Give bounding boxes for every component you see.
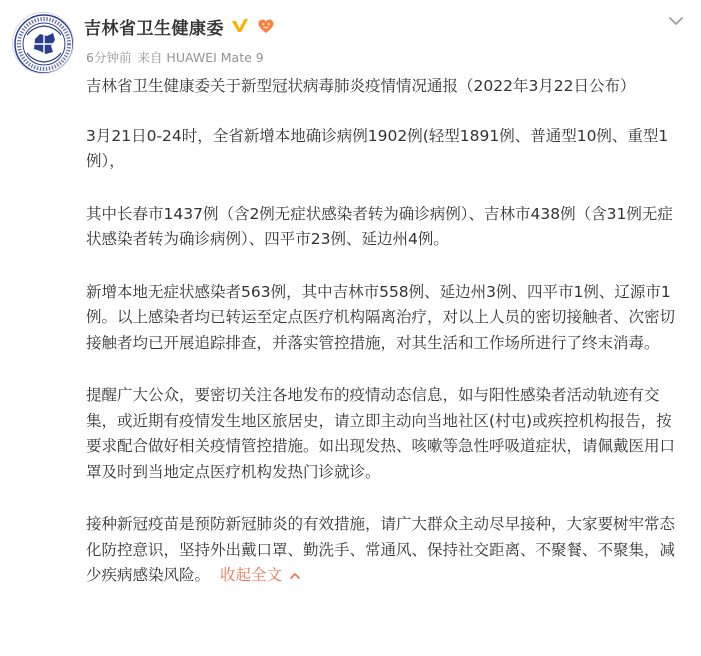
emblem-icon [13,13,74,74]
post-source: 来自 HUAWEI Mate 9 [137,50,264,65]
chevron-up-icon[interactable] [288,569,302,583]
post-last-paragraph [86,512,686,589]
post-paragraph-text: 接种新冠疫苗是预防新冠肺炎的有效措施，请广大群众主动尽早接种，大家要树牢常态化防控意识，坚持外出戴口罩、勤洗手、常通风、保持社交距离、不聚餐、不聚集，减少疾病感染风险。 [86,515,676,584]
post-meta [86,48,264,66]
fan-heart-badge-icon[interactable] [256,16,276,36]
author-line [84,13,276,39]
verified-badge-icon[interactable] [230,16,250,36]
post-paragraph: 新增本地无症状感染者563例，其中吉林市558例、延边州3例、四平市1例、辽源市1例。以上感染者均已转运至定点医疗机构隔离治疗，对以上人员的密切接触者、次密切接触者均已开展追踪排查，并落实管控措施，对其生活和工作场所进行了终末消毒。 [86,282,676,352]
collapse-button[interactable]: 收起全文 [220,566,283,584]
chevron-down-icon[interactable] [665,10,687,32]
post-title-paragraph: 吉林省卫生健康委关于新型冠状病毒肺炎疫情情况通报（2022年3月22日公布） [86,77,636,95]
post-paragraph: 提醒广大公众，要密切关注各地发布的疫情动态信息，如与阳性感染者活动轨迹有交集，或近期有疫情发生地区旅居史，请立即主动向当地社区(村屯)或疾控机构报告，按要求配合做好相关疫情管控措施。如出现发热、咳嗽等急性呼吸道症状，请佩戴医用口罩及时到当地定点医疗机构发热门诊就诊。 [86,386,676,481]
author-name[interactable]: 吉林省卫生健康委 [84,18,224,39]
post-paragraph: 其中长春市1437例（含2例无症状感染者转为确诊病例）、吉林市438例（含31例无症状感染者转为确诊病例）、四平市23例、延边州4例。 [86,204,673,248]
avatar[interactable] [12,12,74,74]
post-content [86,74,686,589]
post-paragraph: 3月21日0-24时，全省新增本地确诊病例1902例(轻型1891例、普通型10例、重型1例）， [86,126,669,170]
post-time[interactable]: 6分钟前 [86,50,132,65]
